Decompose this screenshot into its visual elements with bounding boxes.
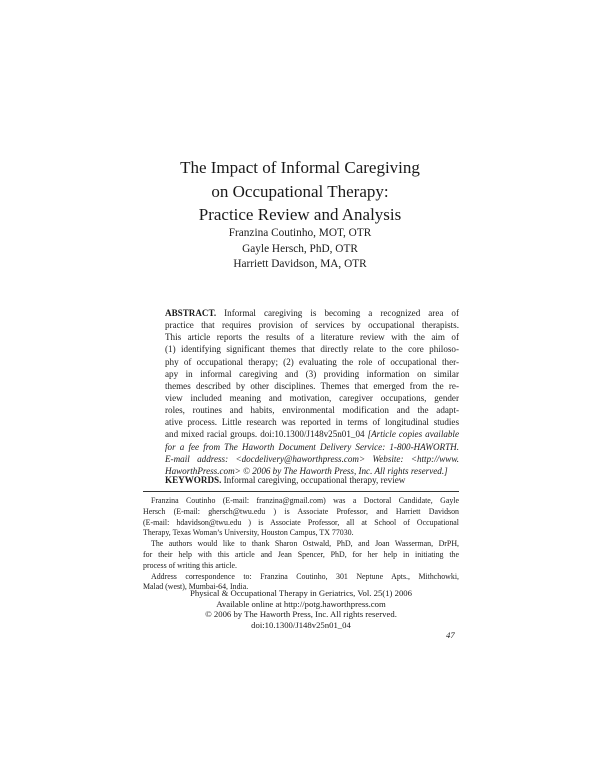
keywords (165, 474, 459, 486)
abstract-label: ABSTRACT. (165, 308, 217, 318)
journal-line: Available online at http://potg.haworthpress.com (216, 598, 386, 609)
article-title (0, 156, 600, 227)
abstract-line: phy of occupational therapy; (2) evaluating the role of occupational ther- (165, 356, 459, 367)
keywords-label: KEYWORDS. (165, 475, 222, 485)
footnote-divider (143, 491, 459, 492)
abstract-line: view included meaning and motivation, caregiver occupations, gender (165, 392, 459, 403)
journal-line: © 2006 by The Haworth Press, Inc. All rights reserved. (205, 609, 397, 619)
abstract-line: (1) identifying significant themes that directly relate to the core philoso- (165, 344, 459, 355)
footnote-line: Malad (west), Mumbai-64, India. (143, 582, 249, 592)
abstract-line (165, 307, 459, 319)
page-number: 47 (446, 630, 455, 640)
footnote-line: The authors would like to thank Sharon Ostwald, PhD, and Joan Wasserman, DrPH, (151, 539, 459, 549)
author-name: Harriett Davidson, MA, OTR (233, 258, 367, 271)
footnote-line: process of writing this article. (143, 560, 238, 570)
author-footnotes (143, 496, 459, 593)
abstract-text: and mixed racial groups. doi:10.1300/J148v25n01_04 (165, 429, 368, 440)
abstract-line: apy in informal caregiving and (3) providing information on similar (165, 368, 459, 379)
title-line: on Occupational Therapy: (211, 181, 389, 201)
abstract-line: This article reports the results of a literature review with the aim of (165, 332, 459, 343)
footnote-line: (E-mail: hdavidson@twu.edu ) is Associate Professor, all at School of Occupational (143, 517, 459, 527)
author-name: Gayle Hersch, PhD, OTR (242, 242, 358, 255)
copy-notice-line: E-mail address: <docdelivery@haworthpress.com> Website: <http://www. (165, 453, 459, 464)
copy-notice: [Article copies available (367, 429, 459, 440)
footnote-line: Franzina Coutinho (E-mail: franzina@gmail.com) was a Doctoral Candidate, Gayle (151, 496, 459, 505)
footnote-line: Address correspondence to: Franzina Coutinho, 301 Neptune Apts., Mithchowki, (151, 571, 459, 581)
journal-line: Physical & Occupational Therapy in Geriatrics, Vol. 25(1) 2006 (190, 588, 412, 598)
footnote-line: Hersch (E-mail: ghersch@twu.edu ) is Associate Professor, and Harriett Davidson (143, 506, 459, 516)
keywords-text: Informal caregiving, occupational therapy, review (221, 475, 406, 485)
copy-notice-line: HaworthPress.com> © 2006 by The Haworth Press, Inc. All rights reserved.] (165, 465, 448, 476)
abstract-line: themes described by other disciplines. Themes that emerged from the re- (165, 380, 459, 391)
author-list (0, 226, 600, 273)
title-line: Practice Review and Analysis (198, 205, 402, 224)
author-name: Franzina Coutinho, MOT, OTR (228, 227, 372, 239)
journal-citation (143, 588, 459, 630)
footnote-line: Therapy, Texas Woman’s University, Houston Campus, TX 77030. (143, 528, 354, 538)
footnote-line: for their help with this article and Jean Spencer, PhD, for her help in initiating the (143, 549, 459, 559)
abstract-line: roles, routines and habits, environmental modification and the adapt- (165, 405, 459, 416)
abstract-line (165, 428, 459, 440)
abstract-line: ative process. Little research was reported in terms of longitudinal studies (165, 417, 459, 428)
abstract (165, 307, 459, 477)
copy-notice-line: for a fee from The Haworth Document Delivery Service: 1-800-HAWORTH. (165, 441, 459, 452)
title-line: The Impact of Informal Caregiving (180, 158, 420, 177)
journal-line: doi:10.1300/J148v25n01_04 (251, 619, 351, 630)
abstract-line: practice that requires provision of services by occupational therapists. (165, 320, 459, 331)
abstract-text: Informal caregiving is becoming a recognized area of (216, 308, 459, 318)
